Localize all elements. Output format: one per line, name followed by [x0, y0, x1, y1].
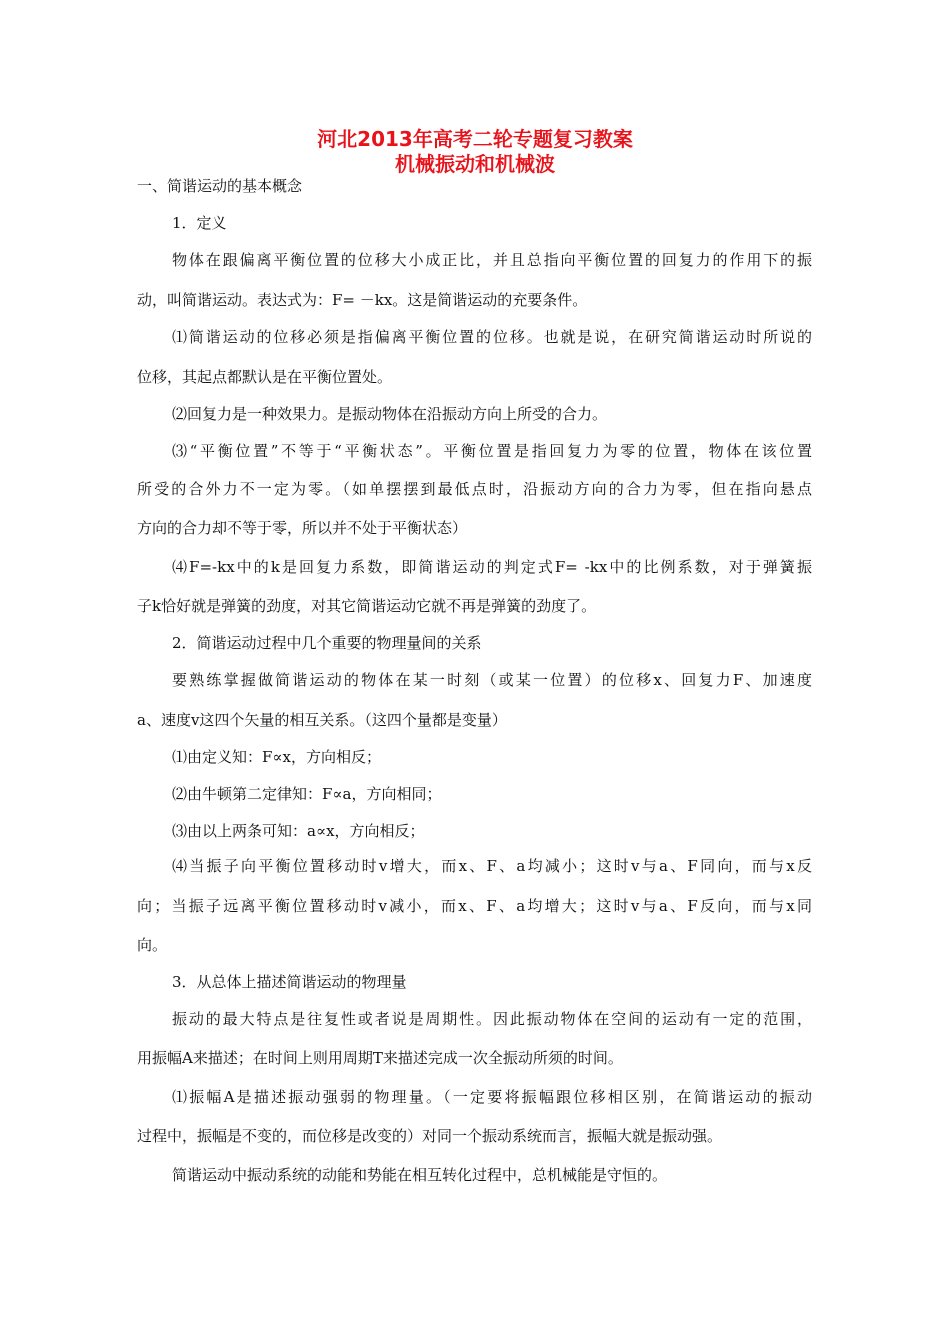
paragraph-line: ⑴简谐运动的位移必须是指偏离平衡位置的位移。也就是说，在研究简谐运动时所说的	[172, 328, 812, 346]
paragraph-line: 简谐运动中振动系统的动能和势能在相互转化过程中，总机械能是守恒的。	[172, 1166, 668, 1184]
list-item: ⑴由定义知：F∝x，方向相反；	[172, 748, 382, 766]
paragraph-line: 向。	[137, 936, 168, 954]
list-item: ⑵由牛顿第二定律知：F∝a，方向相同；	[172, 785, 442, 803]
subsection-heading: 2．简谐运动过程中几个重要的物理量间的关系	[172, 634, 482, 652]
paragraph-line: 动，叫简谐运动。表达式为：F= －kx。这是简谐运动的充要条件。	[137, 291, 588, 309]
section-heading: 一、简谐运动的基本概念	[137, 177, 303, 195]
paragraph-line: 振动的最大特点是往复性或者说是周期性。因此振动物体在空间的运动有一定的范围，	[172, 1010, 812, 1028]
paragraph-line: 过程中，振幅是不变的，而位移是改变的）对同一个振动系统而言，振幅大就是振动强。	[137, 1127, 723, 1145]
document-subtitle: 机械振动和机械波	[395, 152, 555, 176]
subsection-heading: 1．定义	[172, 214, 227, 232]
paragraph-line: 用振幅A来描述；在时间上则用周期T来描述完成一次全振动所须的时间。	[137, 1049, 623, 1067]
paragraph-line: ⑷F=-kx中的k是回复力系数，即简谐运动的判定式F= -kx中的比例系数，对于弹簧振	[172, 558, 812, 576]
paragraph-line: 所受的合外力不一定为零。（如单摆摆到最低点时，沿振动方向的合力为零，但在指向悬点	[137, 480, 812, 498]
paragraph-line: ⑶“平衡位置”不等于“平衡状态”。平衡位置是指回复力为零的位置，物体在该位置	[172, 442, 812, 460]
document-title: 河北2013年高考二轮专题复习教案	[317, 127, 633, 151]
paragraph-line: 位移，其起点都默认是在平衡位置处。	[137, 368, 393, 386]
list-item: ⑶由以上两条可知：a∝x，方向相反；	[172, 822, 425, 840]
paragraph-line: a、速度v这四个矢量的相互关系。（这四个量都是变量）	[137, 711, 507, 729]
paragraph-line: 要熟练掌握做简谐运动的物体在某一时刻（或某一位置）的位移x、回复力F、加速度	[172, 671, 812, 689]
paragraph-line: ⑵回复力是一种效果力。是振动物体在沿振动方向上所受的合力。	[172, 405, 608, 423]
list-item: ⑷当振子向平衡位置移动时v增大，而x、F、a均减小；这时v与a、F同向，而与x反	[172, 857, 812, 875]
subsection-heading: 3．从总体上描述简谐运动的物理量	[172, 973, 407, 991]
paragraph-line: 向；当振子远离平衡位置移动时v减小，而x、F、a均增大；这时v与a、F反向，而与x同	[137, 897, 812, 915]
paragraph-line: 方向的合力却不等于零，所以并不处于平衡状态）	[137, 519, 468, 537]
paragraph-line: 子k恰好就是弹簧的劲度，对其它简谐运动它就不再是弹簧的劲度了。	[137, 597, 597, 615]
paragraph-line: ⑴振幅A是描述振动强弱的物理量。（一定要将振幅跟位移相区别，在简谐运动的振动	[172, 1088, 812, 1106]
paragraph-line: 物体在跟偏离平衡位置的位移大小成正比，并且总指向平衡位置的回复力的作用下的振	[172, 251, 812, 269]
